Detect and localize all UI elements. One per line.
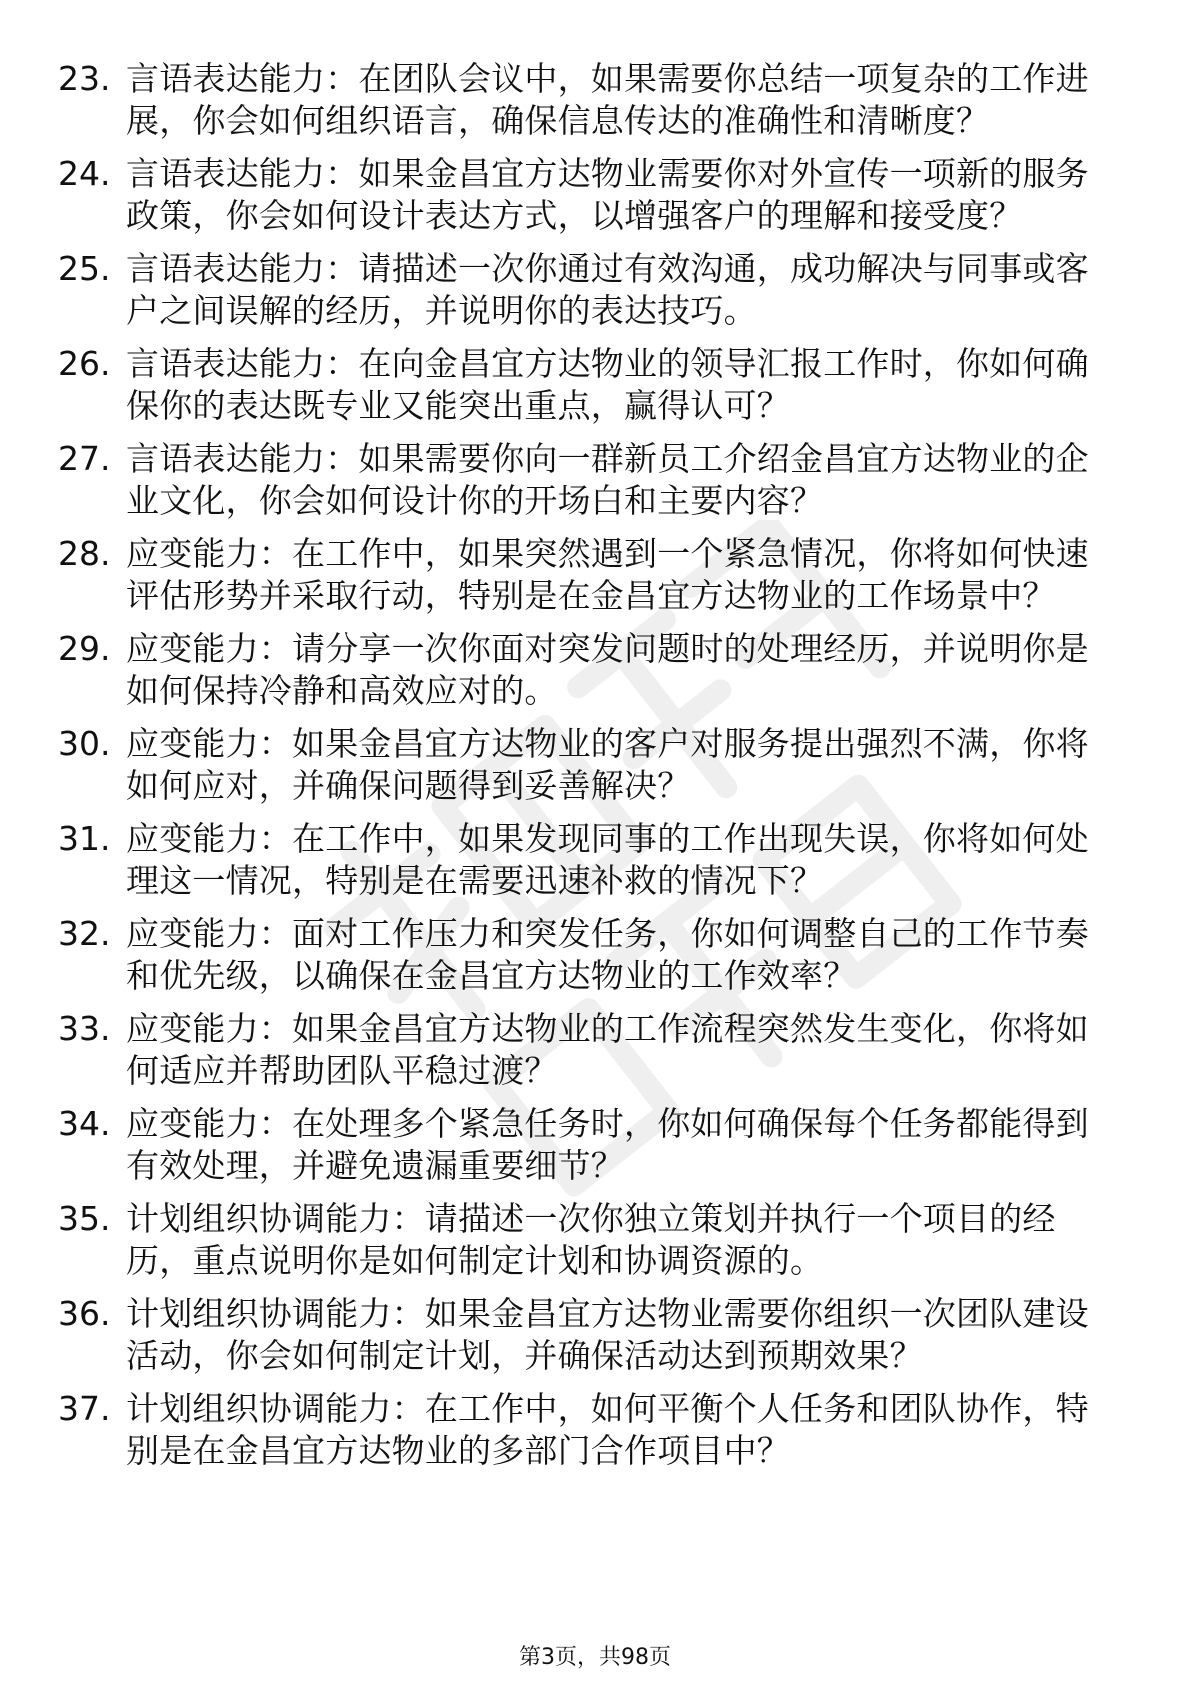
question-item	[58, 533, 1118, 617]
question-text: 应变能力：在工作中，如果发现同事的工作出现失误，你将如何处理这一情况，特别是在需要迅速补救的情况下？	[126, 819, 1089, 900]
question-number: 29.	[58, 629, 111, 668]
question-number: 25.	[58, 249, 111, 288]
question-text: 言语表达能力：在团队会议中，如果需要你总结一项复杂的工作进展，你会如何组织语言，确保信息传达的准确性和清晰度？	[126, 59, 1089, 140]
question-number: 34.	[58, 1104, 111, 1143]
question-text: 应变能力：如果金昌宜方达物业的客户对服务提出强烈不满，你将如何应对，并确保问题得到妥善解决？	[126, 724, 1089, 805]
question-text: 计划组织协调能力：如果金昌宜方达物业需要你组织一次团队建设活动，你会如何制定计划，并确保活动达到预期效果？	[126, 1294, 1089, 1375]
question-item	[58, 913, 1118, 997]
question-item	[58, 438, 1118, 522]
question-item	[58, 723, 1118, 807]
question-list	[58, 58, 1118, 1472]
question-item	[58, 153, 1118, 237]
question-text: 言语表达能力：请描述一次你通过有效沟通，成功解决与同事或客户之间误解的经历，并说明你的表达技巧。	[126, 249, 1089, 330]
question-number: 33.	[58, 1009, 111, 1048]
question-item	[58, 818, 1118, 902]
question-text: 应变能力：面对工作压力和突发任务，你如何调整自己的工作节奏和优先级，以确保在金昌宜方达物业的工作效率？	[126, 914, 1089, 995]
question-item	[58, 628, 1118, 712]
question-number: 26.	[58, 344, 111, 383]
question-number: 24.	[58, 154, 111, 193]
question-number: 28.	[58, 534, 111, 573]
question-text: 言语表达能力：在向金昌宜方达物业的领导汇报工作时，你如何确保你的表达既专业又能突出重点，赢得认可？	[126, 344, 1089, 425]
question-item	[58, 1293, 1118, 1377]
question-item	[58, 1008, 1118, 1092]
question-item	[58, 1198, 1118, 1282]
question-text: 应变能力：如果金昌宜方达物业的工作流程突然发生变化，你将如何适应并帮助团队平稳过渡？	[126, 1009, 1089, 1090]
question-number: 37.	[58, 1389, 111, 1428]
question-text: 应变能力：请分享一次你面对突发问题时的处理经历，并说明你是如何保持冷静和高效应对的。	[126, 629, 1089, 710]
question-number: 36.	[58, 1294, 111, 1333]
question-number: 31.	[58, 819, 111, 858]
question-number: 30.	[58, 724, 111, 763]
question-item	[58, 1388, 1118, 1472]
question-item	[58, 343, 1118, 427]
question-item	[58, 1103, 1118, 1187]
question-number: 27.	[58, 439, 111, 478]
question-number: 32.	[58, 914, 111, 953]
question-item	[58, 58, 1118, 142]
question-text: 应变能力：在工作中，如果突然遇到一个紧急情况，你将如何快速评估形势并采取行动，特别是在金昌宜方达物业的工作场景中？	[126, 534, 1089, 615]
question-item	[58, 248, 1118, 332]
question-text: 计划组织协调能力：请描述一次你独立策划并执行一个项目的经历，重点说明你是如何制定计划和协调资源的。	[126, 1199, 1056, 1280]
question-text: 言语表达能力：如果金昌宜方达物业需要你对外宣传一项新的服务政策，你会如何设计表达方式，以增强客户的理解和接受度？	[126, 154, 1089, 235]
question-number: 23.	[58, 59, 111, 98]
question-number: 35.	[58, 1199, 111, 1238]
question-text: 应变能力：在处理多个紧急任务时，你如何确保每个任务都能得到有效处理，并避免遗漏重要细节？	[126, 1104, 1089, 1185]
question-text: 言语表达能力：如果需要你向一群新员工介绍金昌宜方达物业的企业文化，你会如何设计你的开场白和主要内容？	[126, 439, 1089, 520]
page-number-label: 第3页，共98页	[519, 1645, 671, 1670]
page-footer	[0, 1644, 1190, 1672]
question-text: 计划组织协调能力：在工作中，如何平衡个人任务和团队协作，特别是在金昌宜方达物业的多部门合作项目中？	[126, 1389, 1089, 1470]
